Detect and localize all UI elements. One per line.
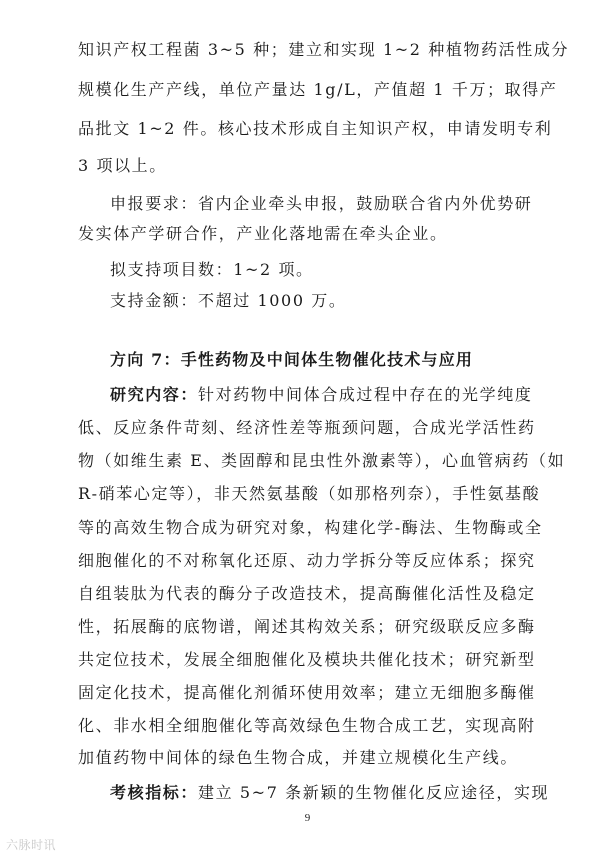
- paragraph-line: 3 项以上。: [78, 156, 167, 175]
- research-line: 化、非水相全细胞催化等高效绿色生物合成工艺，实现高附: [78, 716, 536, 735]
- funding-amount: 支持金额：不超过 1000 万。: [110, 291, 347, 310]
- paragraph-line: 品批文 1~2 件。核心技术形成自主知识产权，申请发明专利: [78, 119, 553, 138]
- paragraph-line: 知识产权工程菌 3~5 种；建立和实现 1~2 种植物药活性成分: [78, 40, 570, 59]
- research-content-label: 研究内容：: [110, 385, 199, 404]
- assessment-text: 建立 5~7 条新颖的生物催化反应途径，实现: [198, 783, 550, 802]
- research-line: 固定化技术，提高催化剂循环使用效率；建立无细胞多酶催: [78, 683, 536, 702]
- research-line: 共定位技术，发展全细胞催化及模块共催化技术；研究新型: [78, 650, 536, 669]
- watermark: 六脉时讯: [6, 838, 57, 852]
- research-line: 细胞催化的不对称氧化还原、动力学拆分等反应体系；探究: [78, 551, 536, 570]
- page-number: 9: [304, 812, 311, 824]
- research-content-first-line: [110, 384, 533, 406]
- research-line: 等的高效生物合成为研究对象，构建化学-酶法、生物酶或全: [78, 518, 543, 537]
- project-count: 拟支持项目数：1~2 项。: [110, 260, 314, 279]
- requirements-line: 发实体产学研合作，产业化落地需在牵头企业。: [78, 224, 448, 243]
- research-line: 自组装肽为代表的酶分子改造技术，提高酶催化活性及稳定: [78, 584, 536, 603]
- research-line: 加值药物中间体的绿色生物合成，并建立规模化生产线。: [78, 748, 519, 767]
- direction-heading: 方向 7：手性药物及中间体生物催化技术与应用: [110, 350, 474, 369]
- research-line: 物（如维生素 E、类固醇和昆虫性外激素等），心血管病药（如: [78, 451, 566, 470]
- research-line: 低、反应条件苛刻、经济性差等瓶颈问题，合成光学活性药: [78, 418, 536, 437]
- paragraph-line: 规模化生产产线，单位产量达 1g/L，产值超 1 千万；取得产: [78, 80, 558, 99]
- assessment-label: 考核指标：: [110, 783, 199, 802]
- research-line: 性，拓展酶的底物谱，阐述其构效关系；研究级联反应多酶: [78, 617, 536, 636]
- research-content-text: 针对药物中间体合成过程中存在的光学纯度: [198, 385, 533, 404]
- assessment-line: [110, 782, 550, 804]
- requirements-line: 申报要求：省内企业牵头申报，鼓励联合省内外优势研: [110, 194, 533, 213]
- research-line: R-硝苯心定等），非天然氨基酸（如那格列奈），手性氨基酸: [78, 484, 541, 503]
